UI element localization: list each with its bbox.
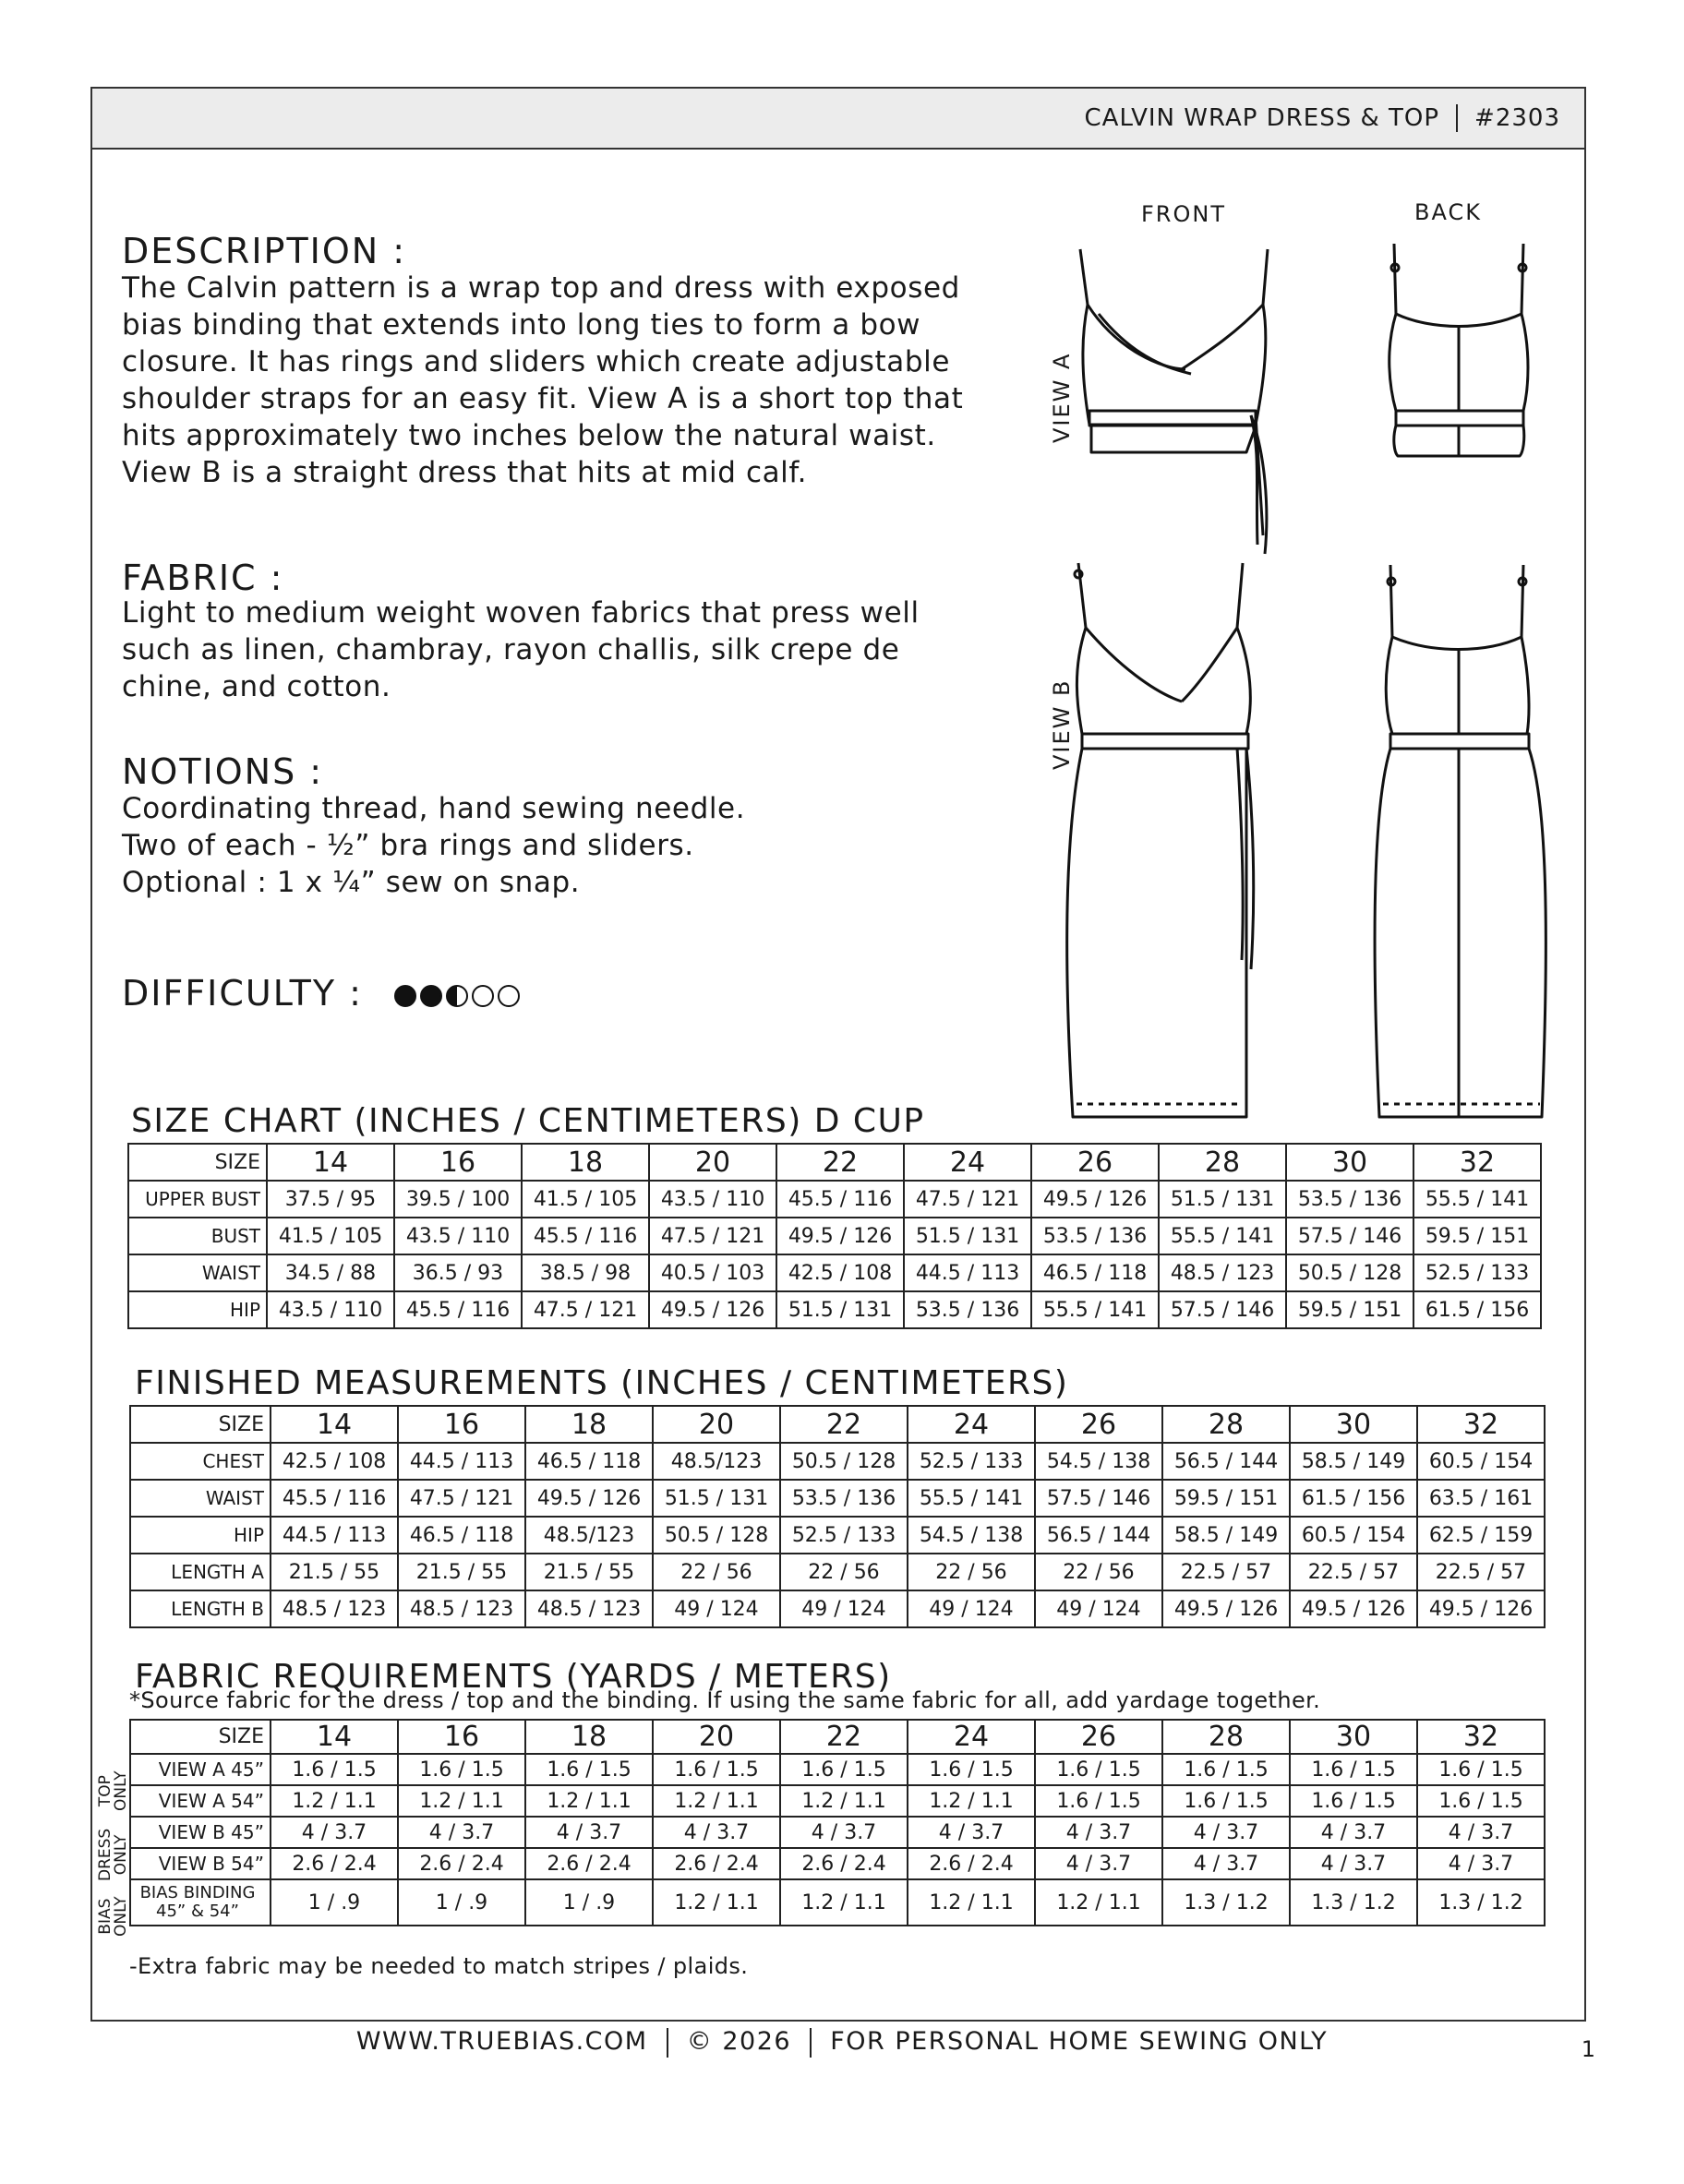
measurement-row — [130, 1848, 1545, 1879]
value-cell: 48.5 / 123 — [1159, 1254, 1286, 1291]
measurement-row — [130, 1443, 1545, 1480]
top-only-label-line: ONLY — [112, 1770, 130, 1811]
view-a-label: VIEW A — [1049, 352, 1075, 443]
row-label: HIP — [130, 1517, 271, 1554]
value-cell: 40.5 / 103 — [649, 1254, 776, 1291]
value-cell: 4 / 3.7 — [398, 1817, 525, 1848]
measurement-row — [130, 1879, 1545, 1926]
value-cell: 4 / 3.7 — [1162, 1817, 1290, 1848]
view-b-back-drawing — [1375, 565, 1546, 1117]
fabric-line: Light to medium weight woven fabrics that press well — [122, 596, 920, 630]
value-cell: 61.5 / 156 — [1413, 1291, 1541, 1328]
value-cell: 1 / .9 — [398, 1879, 525, 1926]
value-cell: 4 / 3.7 — [1162, 1848, 1290, 1879]
value-cell: 49.5 / 126 — [1417, 1590, 1545, 1627]
value-cell: 21.5 / 55 — [398, 1554, 525, 1590]
value-cell: 47.5 / 121 — [904, 1181, 1031, 1218]
footer-divider — [810, 2028, 812, 2058]
size-cell: 18 — [525, 1720, 653, 1754]
value-cell: 53.5 / 136 — [1286, 1181, 1413, 1218]
difficulty-dot — [394, 985, 416, 1007]
dress-only-label-line: DRESS — [96, 1828, 114, 1881]
description-line: shoulder straps for an easy fit. View A is a short top that — [122, 382, 964, 415]
size-cell: 30 — [1286, 1144, 1413, 1181]
value-cell: 56.5 / 144 — [1162, 1443, 1290, 1480]
value-cell: 1.6 / 1.5 — [271, 1754, 398, 1785]
value-cell: 60.5 / 154 — [1290, 1517, 1417, 1554]
value-cell: 55.5 / 141 — [1413, 1181, 1541, 1218]
notions-line: Optional : 1 x ¼” sew on snap. — [122, 866, 581, 899]
size-cell: 32 — [1417, 1406, 1545, 1443]
row-label: CHEST — [130, 1443, 271, 1480]
value-cell: 1.6 / 1.5 — [1162, 1754, 1290, 1785]
front-label: FRONT — [1141, 201, 1226, 227]
value-cell: 58.5 / 149 — [1162, 1517, 1290, 1554]
value-cell: 1.3 / 1.2 — [1417, 1879, 1545, 1926]
value-cell: 42.5 / 108 — [271, 1443, 398, 1480]
notions-line: Two of each - ½” bra rings and sliders. — [122, 829, 694, 862]
row-label: HIP — [128, 1291, 267, 1328]
row-label: LENGTH B — [130, 1590, 271, 1627]
fabric-text — [122, 594, 920, 705]
measurement-row — [130, 1817, 1545, 1848]
value-cell: 47.5 / 121 — [398, 1480, 525, 1517]
measurement-row — [130, 1517, 1545, 1554]
value-cell: 62.5 / 159 — [1417, 1517, 1545, 1554]
value-cell: 4 / 3.7 — [908, 1817, 1035, 1848]
size-cell: 14 — [267, 1144, 394, 1181]
value-cell: 1.2 / 1.1 — [653, 1785, 780, 1817]
value-cell: 44.5 / 113 — [271, 1517, 398, 1554]
size-cell: 22 — [776, 1144, 904, 1181]
value-cell: 1.6 / 1.5 — [1417, 1785, 1545, 1817]
difficulty-dot — [446, 985, 468, 1007]
measurement-row — [128, 1254, 1541, 1291]
size-chart-title: SIZE CHART (INCHES / CENTIMETERS) D CUP — [131, 1102, 925, 1140]
page-number: 1 — [1581, 2036, 1595, 2062]
value-cell: 41.5 / 105 — [267, 1218, 394, 1254]
size-cell: 30 — [1290, 1720, 1417, 1754]
requirements-footnote: -Extra fabric may be needed to match stripes / plaids. — [129, 1953, 749, 1979]
row-label: VIEW A 45” — [130, 1754, 271, 1785]
value-cell: 2.6 / 2.4 — [398, 1848, 525, 1879]
description-text — [122, 270, 963, 491]
value-cell: 55.5 / 141 — [908, 1480, 1035, 1517]
value-cell: 1.3 / 1.2 — [1162, 1879, 1290, 1926]
garment-illustrations — [1062, 231, 1579, 1135]
value-cell: 22 / 56 — [780, 1554, 908, 1590]
value-cell: 49 / 124 — [1035, 1590, 1162, 1627]
value-cell: 1.2 / 1.1 — [653, 1879, 780, 1926]
footer-usage: FOR PERSONAL HOME SEWING ONLY — [830, 2027, 1329, 2056]
size-cell: 26 — [1031, 1144, 1159, 1181]
size-header-row — [130, 1406, 1545, 1443]
value-cell: 49 / 124 — [653, 1590, 780, 1627]
value-cell: 22 / 56 — [653, 1554, 780, 1590]
value-cell: 49.5 / 126 — [776, 1218, 904, 1254]
row-label: VIEW B 45” — [130, 1817, 271, 1848]
finished-table — [129, 1405, 1546, 1628]
description-line: The Calvin pattern is a wrap top and dress with exposed — [122, 271, 960, 305]
row-label: SIZE — [130, 1720, 271, 1754]
value-cell: 4 / 3.7 — [1035, 1817, 1162, 1848]
difficulty-label: DIFFICULTY : — [122, 973, 363, 1014]
description-line: View B is a straight dress that hits at mid calf. — [122, 456, 808, 489]
value-cell: 21.5 / 55 — [525, 1554, 653, 1590]
value-cell: 54.5 / 138 — [908, 1517, 1035, 1554]
value-cell: 55.5 / 141 — [1031, 1291, 1159, 1328]
value-cell: 1.6 / 1.5 — [398, 1754, 525, 1785]
value-cell: 22.5 / 57 — [1162, 1554, 1290, 1590]
value-cell: 41.5 / 105 — [522, 1181, 649, 1218]
value-cell: 46.5 / 118 — [1031, 1254, 1159, 1291]
value-cell: 22 / 56 — [1035, 1554, 1162, 1590]
difficulty-rating — [394, 985, 520, 1007]
value-cell: 49 / 124 — [780, 1590, 908, 1627]
top-only-label-line: TOP — [96, 1775, 114, 1807]
value-cell: 43.5 / 110 — [649, 1181, 776, 1218]
difficulty-dot — [498, 985, 520, 1007]
value-cell: 49.5 / 126 — [649, 1291, 776, 1328]
value-cell: 38.5 / 98 — [522, 1254, 649, 1291]
value-cell: 47.5 / 121 — [649, 1218, 776, 1254]
header-divider — [1456, 104, 1458, 132]
row-label: WAIST — [128, 1254, 267, 1291]
dress-only-label — [98, 1829, 129, 1881]
value-cell: 4 / 3.7 — [525, 1817, 653, 1848]
value-cell: 51.5 / 131 — [904, 1218, 1031, 1254]
footer-copyright: © 2026 — [686, 2027, 792, 2056]
value-cell: 1 / .9 — [525, 1879, 653, 1926]
value-cell: 48.5/123 — [525, 1517, 653, 1554]
value-cell: 1.2 / 1.1 — [780, 1879, 908, 1926]
value-cell: 45.5 / 116 — [271, 1480, 398, 1517]
value-cell: 50.5 / 128 — [780, 1443, 908, 1480]
value-cell: 49.5 / 126 — [525, 1480, 653, 1517]
footer-divider — [667, 2028, 668, 2058]
row-label: BIAS BINDING 45” & 54” — [130, 1879, 271, 1926]
row-label: UPPER BUST — [128, 1181, 267, 1218]
value-cell: 22.5 / 57 — [1290, 1554, 1417, 1590]
value-cell: 57.5 / 146 — [1159, 1291, 1286, 1328]
value-cell: 52.5 / 133 — [780, 1517, 908, 1554]
header-bar — [90, 87, 1586, 150]
value-cell: 45.5 / 116 — [776, 1181, 904, 1218]
size-header-row — [128, 1144, 1541, 1181]
value-cell: 54.5 / 138 — [1035, 1443, 1162, 1480]
footer-website[interactable]: WWW.TRUEBIAS.COM — [355, 2027, 648, 2056]
value-cell: 2.6 / 2.4 — [908, 1848, 1035, 1879]
description-title: DESCRIPTION : — [122, 231, 407, 271]
value-cell: 49.5 / 126 — [1031, 1181, 1159, 1218]
value-cell: 1.6 / 1.5 — [1162, 1785, 1290, 1817]
top-only-label — [98, 1770, 129, 1811]
value-cell: 55.5 / 141 — [1159, 1218, 1286, 1254]
value-cell: 1.6 / 1.5 — [653, 1754, 780, 1785]
difficulty — [122, 973, 520, 1014]
row-label: LENGTH A — [130, 1554, 271, 1590]
fabric-title: FABRIC : — [122, 558, 284, 598]
difficulty-dot — [420, 985, 442, 1007]
size-cell: 20 — [653, 1406, 780, 1443]
value-cell: 2.6 / 2.4 — [653, 1848, 780, 1879]
size-cell: 26 — [1035, 1720, 1162, 1754]
value-cell: 51.5 / 131 — [653, 1480, 780, 1517]
value-cell: 52.5 / 133 — [908, 1443, 1035, 1480]
row-label: SIZE — [128, 1144, 267, 1181]
dress-only-label-line: ONLY — [112, 1834, 130, 1876]
back-label: BACK — [1414, 199, 1482, 225]
value-cell: 42.5 / 108 — [776, 1254, 904, 1291]
size-cell: 18 — [525, 1406, 653, 1443]
value-cell: 2.6 / 2.4 — [525, 1848, 653, 1879]
size-cell: 32 — [1413, 1144, 1541, 1181]
notions-text — [122, 790, 745, 901]
value-cell: 43.5 / 110 — [394, 1218, 522, 1254]
size-cell: 28 — [1159, 1144, 1286, 1181]
value-cell: 4 / 3.7 — [653, 1817, 780, 1848]
value-cell: 47.5 / 121 — [522, 1291, 649, 1328]
bias-only-label-line: ONLY — [112, 1896, 130, 1937]
size-cell: 24 — [908, 1720, 1035, 1754]
size-cell: 26 — [1035, 1406, 1162, 1443]
size-cell: 16 — [398, 1406, 525, 1443]
value-cell: 2.6 / 2.4 — [271, 1848, 398, 1879]
value-cell: 1.2 / 1.1 — [780, 1785, 908, 1817]
measurement-row — [130, 1754, 1545, 1785]
finished-title: FINISHED MEASUREMENTS (INCHES / CENTIMETERS) — [135, 1364, 1069, 1402]
value-cell: 22 / 56 — [908, 1554, 1035, 1590]
measurement-row — [128, 1181, 1541, 1218]
value-cell: 52.5 / 133 — [1413, 1254, 1541, 1291]
value-cell: 59.5 / 151 — [1413, 1218, 1541, 1254]
value-cell: 48.5 / 123 — [525, 1590, 653, 1627]
value-cell: 1.6 / 1.5 — [1035, 1785, 1162, 1817]
size-cell: 24 — [908, 1406, 1035, 1443]
value-cell: 49.5 / 126 — [1162, 1590, 1290, 1627]
size-cell: 28 — [1162, 1720, 1290, 1754]
value-cell: 1.2 / 1.1 — [398, 1785, 525, 1817]
size-cell: 16 — [394, 1144, 522, 1181]
value-cell: 1.2 / 1.1 — [1035, 1879, 1162, 1926]
value-cell: 53.5 / 136 — [904, 1291, 1031, 1328]
pattern-number: #2303 — [1474, 104, 1560, 132]
value-cell: 48.5 / 123 — [398, 1590, 525, 1627]
value-cell: 51.5 / 131 — [1159, 1181, 1286, 1218]
bias-only-label-line: BIAS — [96, 1898, 114, 1935]
size-cell: 14 — [271, 1406, 398, 1443]
fabric-line: such as linen, chambray, rayon challis, silk crepe de — [122, 633, 900, 666]
size-cell: 22 — [780, 1406, 908, 1443]
value-cell: 4 / 3.7 — [1290, 1848, 1417, 1879]
fabric-line: chine, and cotton. — [122, 670, 391, 703]
value-cell: 4 / 3.7 — [1290, 1817, 1417, 1848]
value-cell: 34.5 / 88 — [267, 1254, 394, 1291]
view-b-front-drawing — [1067, 563, 1254, 1117]
value-cell: 1.6 / 1.5 — [1417, 1754, 1545, 1785]
value-cell: 53.5 / 136 — [1031, 1218, 1159, 1254]
description-line: closure. It has rings and sliders which create adjustable — [122, 345, 951, 378]
value-cell: 59.5 / 151 — [1286, 1291, 1413, 1328]
size-chart-table — [127, 1143, 1542, 1329]
size-cell: 22 — [780, 1720, 908, 1754]
value-cell: 53.5 / 136 — [780, 1480, 908, 1517]
notions-line: Coordinating thread, hand sewing needle. — [122, 792, 746, 825]
value-cell: 4 / 3.7 — [1035, 1848, 1162, 1879]
value-cell: 36.5 / 93 — [394, 1254, 522, 1291]
view-a-front-drawing — [1080, 249, 1268, 554]
value-cell: 46.5 / 118 — [398, 1517, 525, 1554]
value-cell: 63.5 / 161 — [1417, 1480, 1545, 1517]
value-cell: 50.5 / 128 — [653, 1517, 780, 1554]
size-cell: 20 — [653, 1720, 780, 1754]
notions-title: NOTIONS : — [122, 751, 324, 792]
size-cell: 16 — [398, 1720, 525, 1754]
value-cell: 43.5 / 110 — [267, 1291, 394, 1328]
value-cell: 1.6 / 1.5 — [1035, 1754, 1162, 1785]
size-cell: 24 — [904, 1144, 1031, 1181]
value-cell: 1.2 / 1.1 — [525, 1785, 653, 1817]
measurement-row — [130, 1480, 1545, 1517]
row-label: SIZE — [130, 1406, 271, 1443]
pattern-title: CALVIN WRAP DRESS & TOP — [1084, 104, 1440, 132]
measurement-row — [130, 1590, 1545, 1627]
value-cell: 49.5 / 126 — [1290, 1590, 1417, 1627]
view-a-back-drawing — [1389, 244, 1528, 456]
value-cell: 50.5 / 128 — [1286, 1254, 1413, 1291]
row-label: WAIST — [130, 1480, 271, 1517]
row-label: VIEW B 54” — [130, 1848, 271, 1879]
value-cell: 48.5/123 — [653, 1443, 780, 1480]
value-cell: 1.6 / 1.5 — [525, 1754, 653, 1785]
value-cell: 49 / 124 — [908, 1590, 1035, 1627]
size-header-row — [130, 1720, 1545, 1754]
size-cell: 30 — [1290, 1406, 1417, 1443]
value-cell: 1.2 / 1.1 — [271, 1785, 398, 1817]
value-cell: 1.3 / 1.2 — [1290, 1879, 1417, 1926]
value-cell: 39.5 / 100 — [394, 1181, 522, 1218]
value-cell: 57.5 / 146 — [1286, 1218, 1413, 1254]
value-cell: 4 / 3.7 — [1417, 1817, 1545, 1848]
value-cell: 59.5 / 151 — [1162, 1480, 1290, 1517]
value-cell: 45.5 / 116 — [522, 1218, 649, 1254]
difficulty-dot — [472, 985, 494, 1007]
value-cell: 4 / 3.7 — [780, 1817, 908, 1848]
value-cell: 61.5 / 156 — [1290, 1480, 1417, 1517]
measurement-row — [130, 1554, 1545, 1590]
value-cell: 48.5 / 123 — [271, 1590, 398, 1627]
value-cell: 4 / 3.7 — [1417, 1848, 1545, 1879]
value-cell: 58.5 / 149 — [1290, 1443, 1417, 1480]
measurement-row — [130, 1785, 1545, 1817]
description-line: bias binding that extends into long ties to form a bow — [122, 308, 921, 342]
value-cell: 1.6 / 1.5 — [908, 1754, 1035, 1785]
value-cell: 21.5 / 55 — [271, 1554, 398, 1590]
requirements-note: *Source fabric for the dress / top and the binding. If using the same fabric for all, add yardage together. — [129, 1687, 1321, 1713]
value-cell: 1 / .9 — [271, 1879, 398, 1926]
size-cell: 32 — [1417, 1720, 1545, 1754]
footer — [0, 2027, 1684, 2058]
size-cell: 18 — [522, 1144, 649, 1181]
measurement-row — [128, 1218, 1541, 1254]
bias-only-label — [98, 1896, 129, 1937]
value-cell: 44.5 / 113 — [398, 1443, 525, 1480]
value-cell: 56.5 / 144 — [1035, 1517, 1162, 1554]
requirements-title: FABRIC REQUIREMENTS (YARDS / METERS) — [135, 1658, 892, 1696]
value-cell: 22.5 / 57 — [1417, 1554, 1545, 1590]
row-label: BUST — [128, 1218, 267, 1254]
value-cell: 2.6 / 2.4 — [780, 1848, 908, 1879]
value-cell: 37.5 / 95 — [267, 1181, 394, 1218]
description-line: hits approximately two inches below the natural waist. — [122, 419, 936, 452]
size-cell: 28 — [1162, 1406, 1290, 1443]
value-cell: 1.6 / 1.5 — [780, 1754, 908, 1785]
value-cell: 51.5 / 131 — [776, 1291, 904, 1328]
requirements-table — [129, 1719, 1546, 1926]
value-cell: 57.5 / 146 — [1035, 1480, 1162, 1517]
value-cell: 4 / 3.7 — [271, 1817, 398, 1848]
measurement-row — [128, 1291, 1541, 1328]
value-cell: 45.5 / 116 — [394, 1291, 522, 1328]
value-cell: 1.6 / 1.5 — [1290, 1754, 1417, 1785]
row-label: VIEW A 54” — [130, 1785, 271, 1817]
value-cell: 44.5 / 113 — [904, 1254, 1031, 1291]
size-cell: 20 — [649, 1144, 776, 1181]
value-cell: 1.2 / 1.1 — [908, 1879, 1035, 1926]
value-cell: 60.5 / 154 — [1417, 1443, 1545, 1480]
value-cell: 46.5 / 118 — [525, 1443, 653, 1480]
view-b-label: VIEW B — [1049, 678, 1075, 770]
value-cell: 1.2 / 1.1 — [908, 1785, 1035, 1817]
size-cell: 14 — [271, 1720, 398, 1754]
value-cell: 1.6 / 1.5 — [1290, 1785, 1417, 1817]
